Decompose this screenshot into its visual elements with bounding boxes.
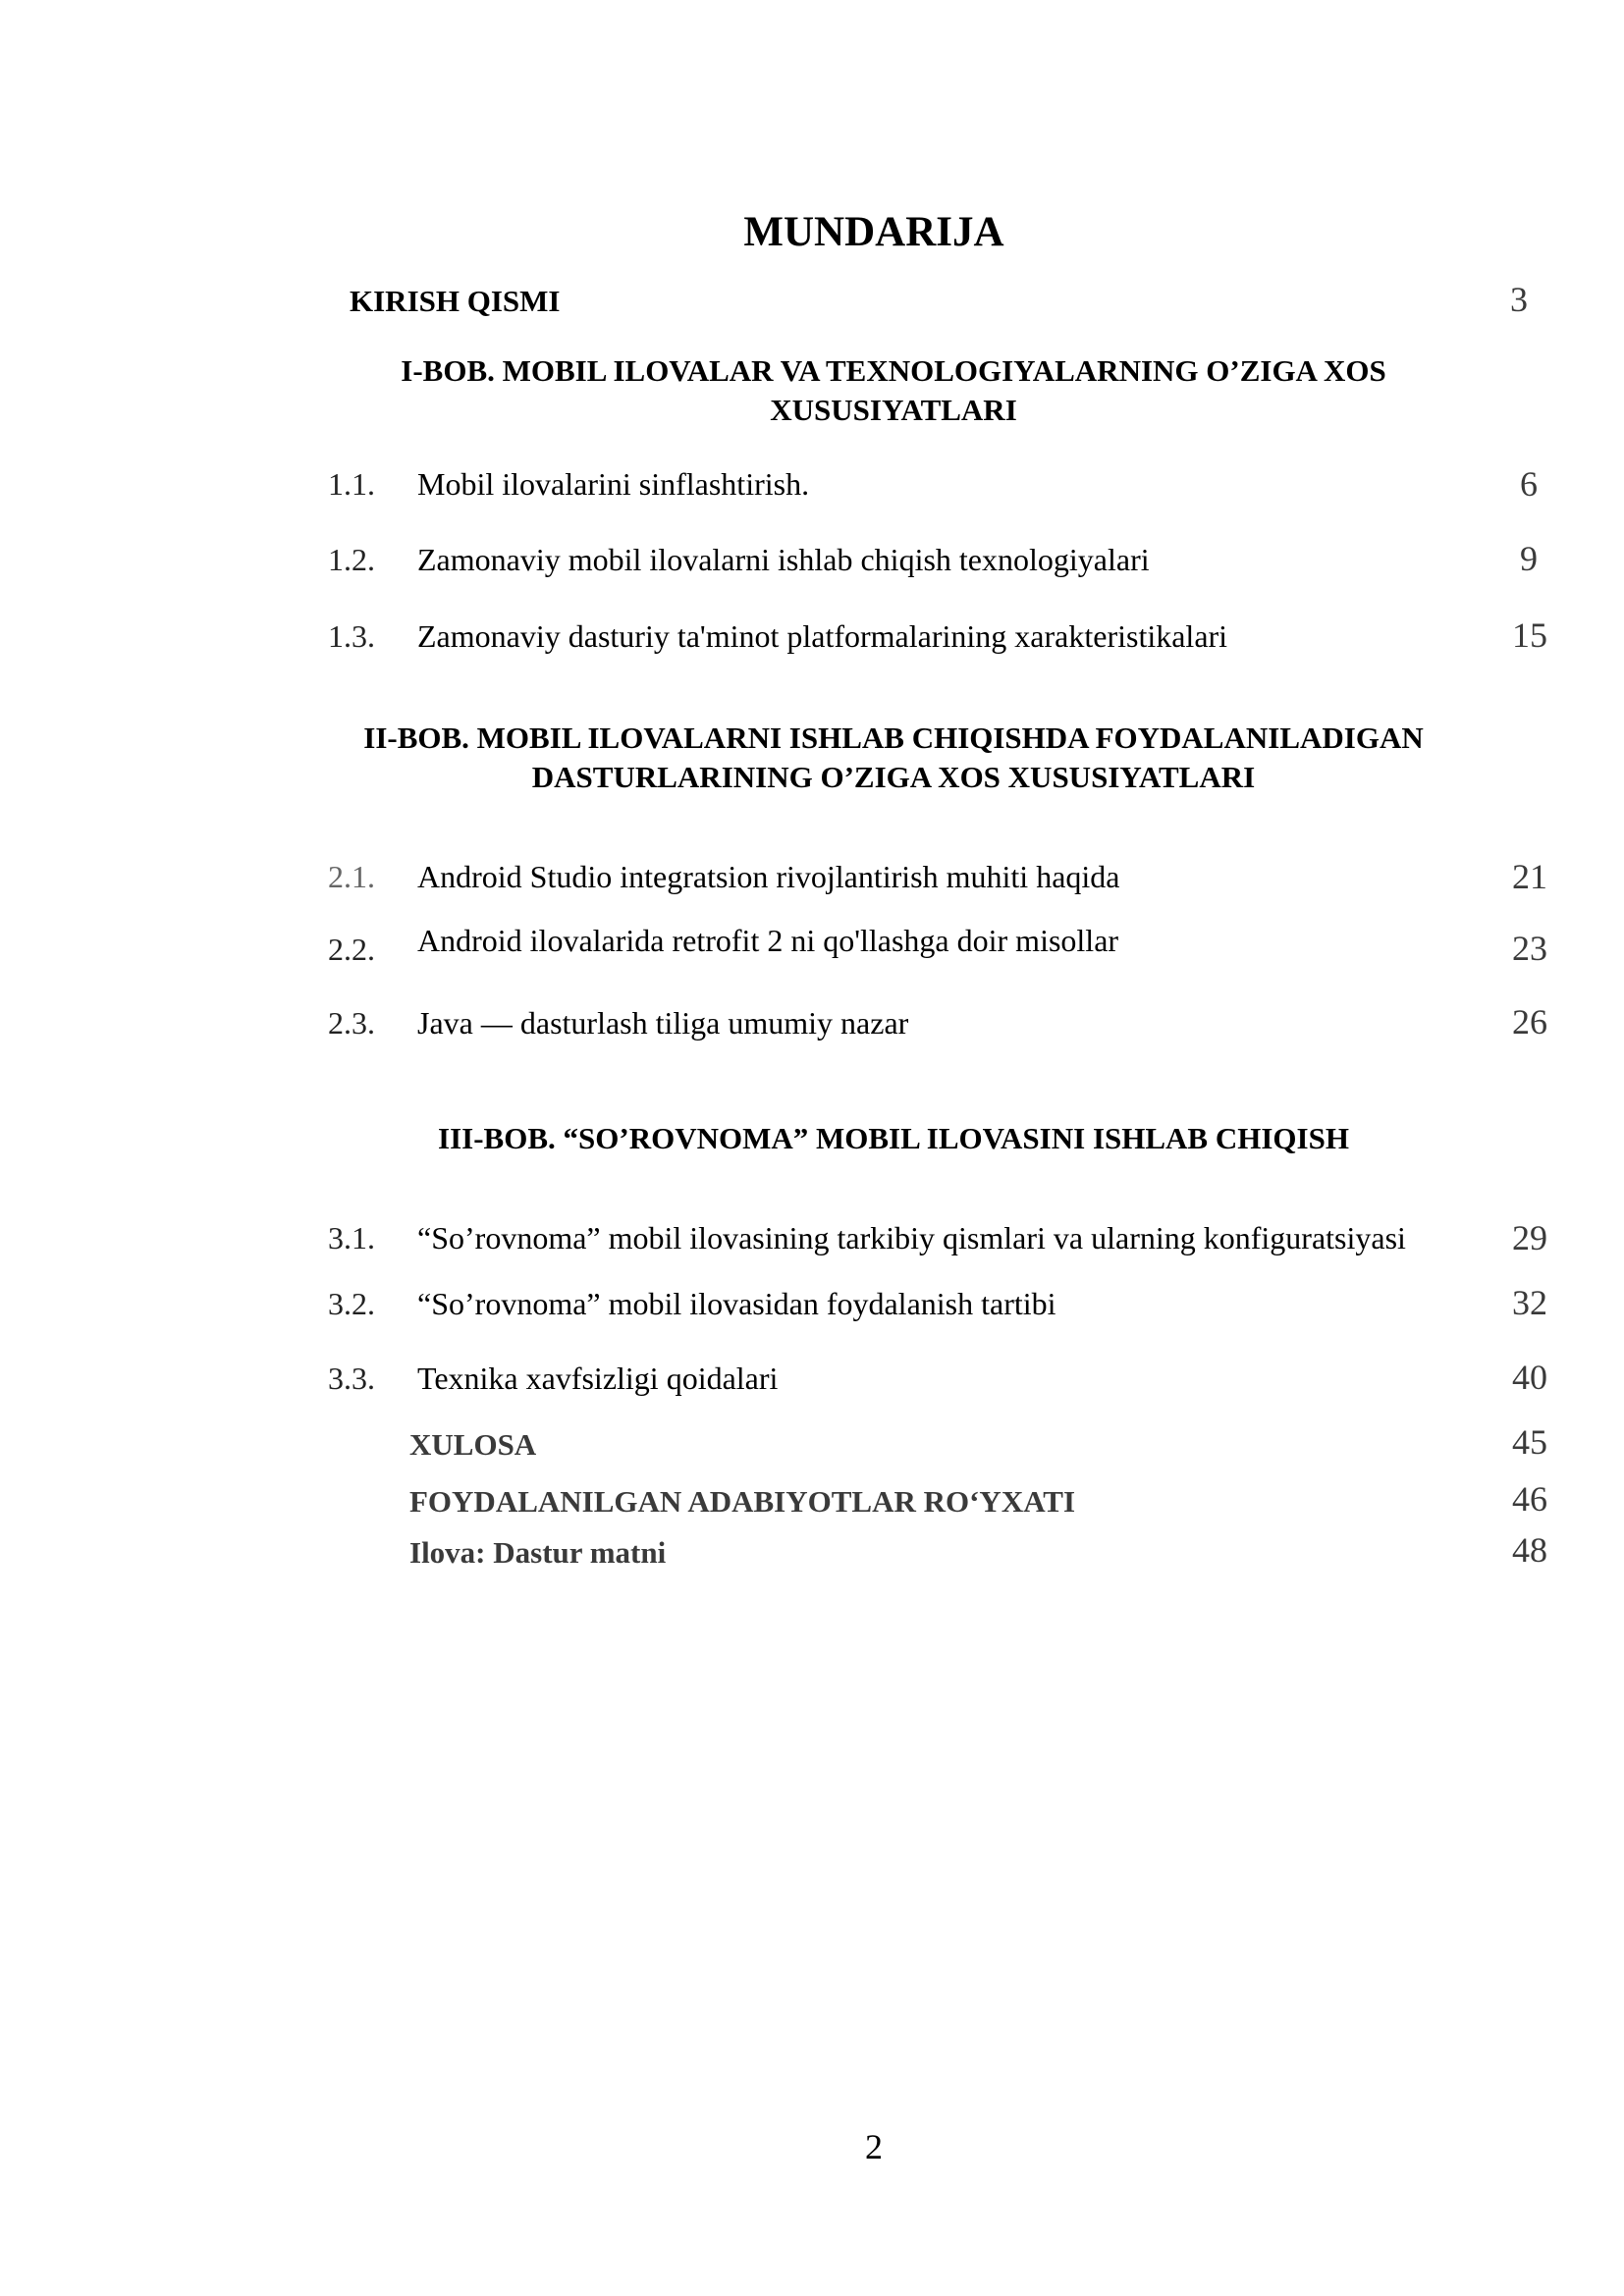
chapter-1-heading-line1: I-BOB. MOBIL ILOVALAR VA TEXNOLOGIYALARNING O’ZIGA XOS bbox=[401, 353, 1386, 388]
toc-item-number: 1.1. bbox=[328, 466, 375, 502]
toc-item-number: 2.1. bbox=[328, 859, 375, 894]
toc-conclusion-label: XULOSA bbox=[409, 1427, 537, 1462]
footer-page-number: 2 bbox=[865, 2127, 883, 2166]
toc-item-number: 3.2. bbox=[328, 1286, 375, 1321]
toc-item-page: 26 bbox=[1512, 1002, 1547, 1041]
toc-item-number: 3.3. bbox=[328, 1361, 375, 1396]
toc-appendix-page: 48 bbox=[1512, 1530, 1547, 1570]
toc-item-title: Java — dasturlash tiliga umumiy nazar bbox=[417, 1005, 909, 1041]
toc-item-title: Mobil ilovalarini sinflashtirish. bbox=[417, 466, 810, 502]
toc-item-number: 2.2. bbox=[328, 932, 375, 967]
toc-item-page: 6 bbox=[1520, 464, 1538, 504]
toc-appendix-label: Ilova: Dastur matni bbox=[409, 1535, 667, 1570]
chapter-1-heading-line2: XUSUSIYATLARI bbox=[770, 393, 1017, 427]
toc-item-number: 3.1. bbox=[328, 1220, 375, 1255]
toc-item-page: 29 bbox=[1512, 1218, 1547, 1257]
toc-item-page: 9 bbox=[1520, 539, 1538, 578]
toc-item-page: 40 bbox=[1512, 1358, 1547, 1397]
toc-item-page: 15 bbox=[1512, 615, 1547, 655]
toc-item-title: Android ilovalarida retrofit 2 ni qo'llashga doir misollar bbox=[417, 923, 1119, 958]
toc-item-title: Texnika xavfsizligi qoidalari bbox=[417, 1361, 779, 1396]
chapter-3-heading bbox=[295, 1119, 1492, 1158]
toc-item-page: 32 bbox=[1512, 1283, 1547, 1322]
toc-item-page: 21 bbox=[1512, 857, 1547, 896]
toc-conclusion-page: 45 bbox=[1512, 1422, 1547, 1462]
toc-item-title: “So’rovnoma” mobil ilovasining tarkibiy qismlari va ularning konfiguratsiyasi bbox=[417, 1220, 1406, 1255]
toc-item-title: Zamonaviy dasturiy ta'minot platformalarining xarakteristikalari bbox=[417, 618, 1228, 654]
toc-item-number: 2.3. bbox=[328, 1005, 375, 1041]
chapter-2-heading bbox=[295, 719, 1492, 797]
toc-intro-page: 3 bbox=[1510, 280, 1528, 319]
toc-item-number: 1.2. bbox=[328, 542, 375, 577]
toc-item-title: Android Studio integratsion rivojlantirish muhiti haqida bbox=[417, 859, 1120, 894]
page-title: MUNDARIJA bbox=[743, 209, 1004, 255]
toc-intro-label: KIRISH QISMI bbox=[350, 284, 561, 318]
chapter-2-heading-line1: II-BOB. MOBIL ILOVALARNI ISHLAB CHIQISHDA FOYDALANILADIGAN bbox=[363, 721, 1424, 755]
chapter-2-heading-line2: DASTURLARINING O’ZIGA XOS XUSUSIYATLARI bbox=[531, 760, 1256, 794]
toc-item-page: 23 bbox=[1512, 929, 1547, 968]
chapter-3-heading-line1: III-BOB. “SO’ROVNOMA” MOBIL ILOVASINI ISHLAB CHIQISH bbox=[438, 1121, 1349, 1155]
toc-item-title: Zamonaviy mobil ilovalarni ishlab chiqish texnologiyalari bbox=[417, 542, 1150, 577]
toc-item-title: “So’rovnoma” mobil ilovasidan foydalanish tartibi bbox=[417, 1286, 1056, 1321]
toc-references-label: FOYDALANILGAN ADABIYOTLAR RO‘YXATI bbox=[409, 1484, 1076, 1519]
chapter-1-heading bbox=[295, 351, 1492, 430]
toc-references-page: 46 bbox=[1512, 1479, 1547, 1519]
toc-item-number: 1.3. bbox=[328, 618, 375, 654]
